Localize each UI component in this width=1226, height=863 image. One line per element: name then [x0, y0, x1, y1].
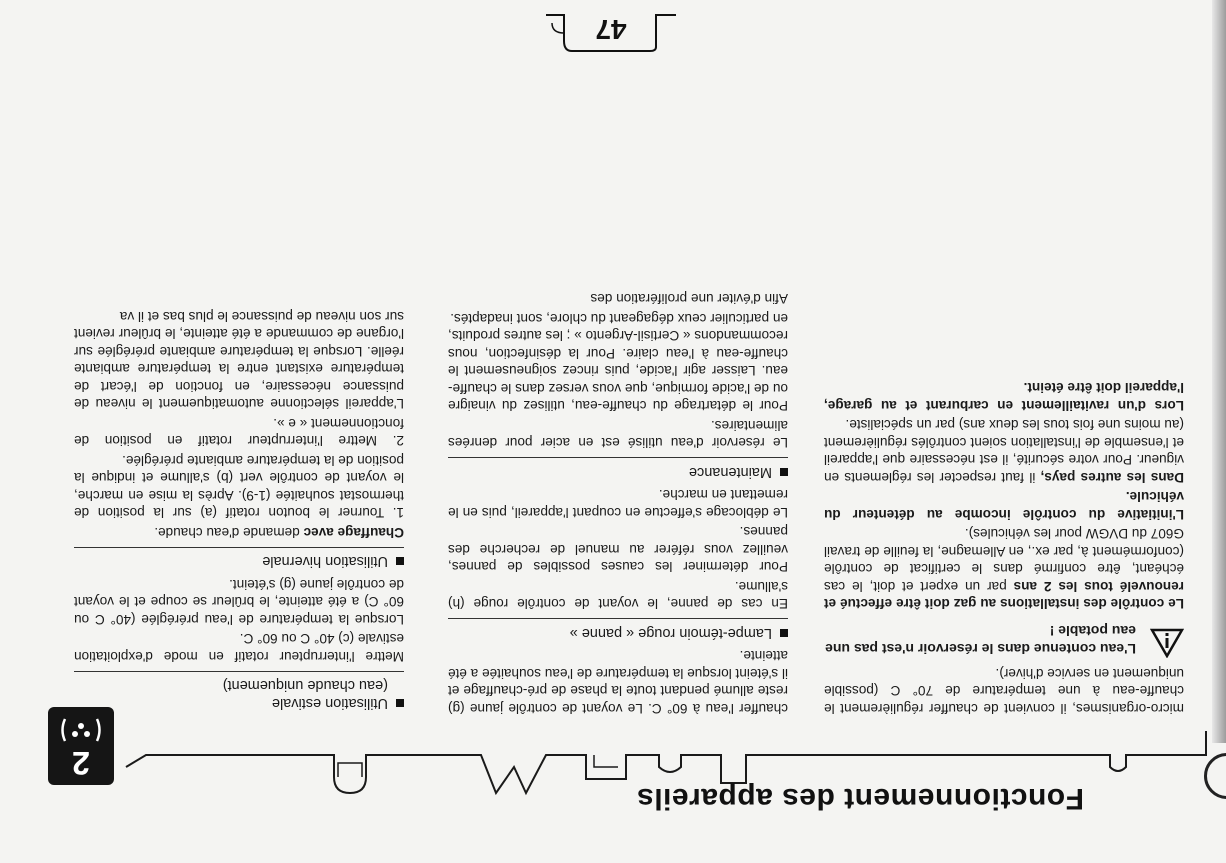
paragraph-fault-2: Pour déterminer les causes possibles de pannes, veuillez vous référer au manuel de recherche des pannes. [448, 524, 788, 575]
paragraph-inspection-owner: L'initiative du contrôle incombe au détenteur du véhicule. [824, 489, 1184, 522]
bullet-square-icon [396, 557, 404, 565]
chapter-number: 2 [72, 745, 90, 781]
section-title-fault-lamp: Lampe-témoin rouge « panne » [448, 619, 788, 642]
paragraph-maintenance-2: Pour le détartrage du chauffe-eau, utilisez du vinaigre ou de l'acide formique, que vous versez dans le chauffe-eau. Laisser agir l'acide, puis rincez soigneusement le chauffe-eau à l'eau claire. Pour la désinfection, nous recommandons « Certisil-Argento » ; les autres produits, en particulier ceux dégageant du chlore, sont inadaptés. [448, 311, 788, 414]
paragraph-other-countries: Dans les autres pays, il faut respecter les réglements en vigueur. Pour votre sécurité, il est nécessaire que l'appareil et l'ensemble de l'installation soient contrôlés régulièrement (au moins une fois tous les deux ans) par un spécialiste. [824, 417, 1184, 485]
paragraph-intro: micro-organismes, il convient de chauffer régulièrement le chauffe-eau à une température de 70° C (possible uniquement en service d'hiver). [824, 666, 1184, 716]
section-subtitle-summer: (eau chaude uniquement) [222, 677, 388, 694]
paragraph-winter-step-1: 1. Tourner le bouton rotatif (a) sur la position de thermostat souhaitée (1-9). Après la mise en marche, le voyant de contrôle vert (b) s'allume et indique la position de la température ambiante préréglée. [74, 453, 404, 521]
bullet-square-icon [396, 699, 404, 707]
paragraph-fault-3: Le déblocage s'effectue en coupant l'appareil, puis en le remettant en marche. [448, 487, 788, 520]
text-column-middle [448, 288, 788, 717]
paragraph-winter-3: L'appareil sélectionne automatiquement le niveau de puissance nécessaire, en fonction de l'écart de température existant entre la température ambiante réelle. Lorsque la température ambiante préréglée sur l'organe de commande a été atteinte, le brûleur revient sur son niveau de puissance le plus bas et il va [74, 309, 404, 412]
section-title-winter: Utilisation hivernale [74, 547, 404, 570]
section-title-summer: Utilisation estivale (eau chaude uniquement) [74, 671, 404, 711]
bullet-square-icon [780, 629, 788, 637]
bullet-square-icon [780, 468, 788, 476]
paragraph-maintenance-3: Afin d'éviter une prolifération des [590, 291, 788, 307]
page-header [0, 731, 1226, 863]
warning-notice [824, 623, 1184, 659]
paragraph-winter-1: Chauffage avec demande d'eau chaude. [154, 525, 404, 540]
paragraph-preheat: chauffer l'eau à 60° C. Le voyant de contrôle jaune (g) reste allumé pendant toute la phase de pré-chauffage et il s'éteint lorsque la température de l'eau souhaitée a été atteinte. [448, 648, 788, 716]
warning-text: L'eau contenue dans le réservoir n'est pas une eau potable ! [825, 623, 1136, 658]
paragraph-winter-step-2: 2. Mettre l'interrupteur rotatif en position de fonctionnement « e ». [74, 416, 404, 449]
page-title: Fonctionnement des appareils [636, 782, 1084, 815]
paragraph-summer-2: Lorsque la température de l'eau préréglée (40° C ou 60° C) a été atteinte, le brûleur se coupe et le voyant de contrôle jaune (g) s'éteint. [74, 577, 404, 627]
section-title-maintenance: Maintenance [448, 458, 788, 481]
text-column-left [824, 377, 1184, 717]
chapter-badge [48, 707, 114, 785]
page-number: 47 [595, 14, 627, 45]
paragraph-summer-1: Mettre l'interrupteur rotatif en mode d'exploitation estivale (c) 40° C ou 60° C. [74, 631, 404, 664]
text-column-right [74, 306, 404, 718]
paragraph-gas-inspection: Le contrôle des installations au gaz doit être effectué et renouvelé tous les 2 ans par un expert et doit, le cas échéant, être confirmé dans le certificat de contrôle (conformément à, par ex., en Allemagne, la feuille de travail G607 du DVGW pour les véhicules). [824, 526, 1184, 612]
warning-triangle-icon [1150, 629, 1184, 659]
paragraph-fault-1: En cas de panne, le voyant de contrôle rouge (h) s'allume. [448, 579, 788, 612]
paragraph-refuelling: Lors d'un ravitaillement en carburant et au garage, l'appareil doit être éteint. [824, 380, 1184, 413]
paragraph-maintenance-1: Le réservoir d'eau utilisé est en acier pour denrées alimentaires. [448, 418, 788, 451]
gas-burner-icon [59, 715, 103, 745]
page-binding-strip [1212, 0, 1226, 743]
